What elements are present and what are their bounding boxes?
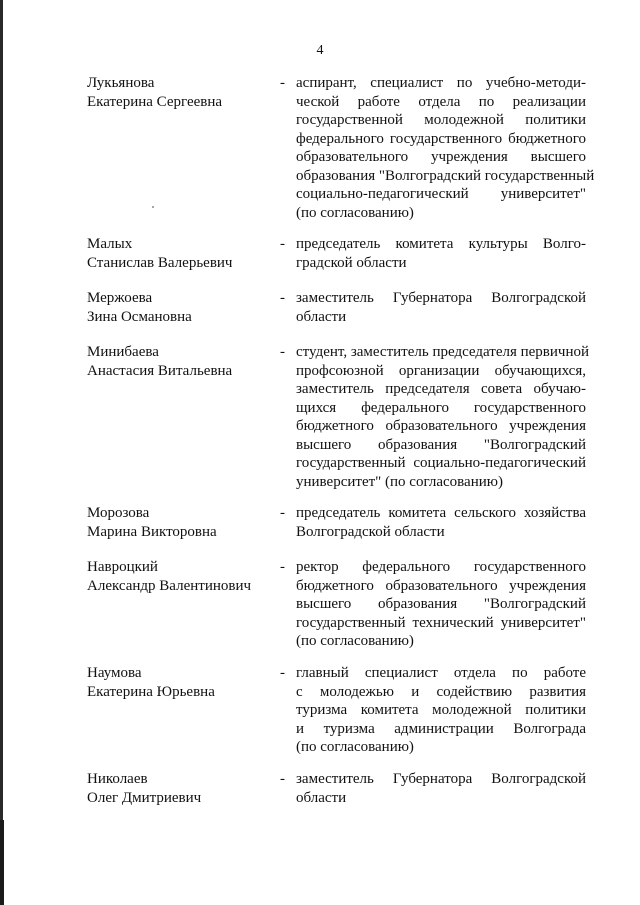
role-line: щихся федерального государственного — [296, 399, 586, 416]
role-line: государственный социально-педагогический — [296, 455, 586, 471]
given-names: Зина Османовна — [87, 308, 192, 325]
role-line: образовательного учреждения высшего — [296, 149, 586, 165]
list-item — [0, 558, 640, 653]
person-name — [87, 74, 277, 111]
position-description — [296, 235, 586, 272]
role-line: туризма комитета молодежной политики — [296, 702, 586, 718]
role-line: бюджетного образовательного учреждения — [296, 577, 586, 594]
position-description — [296, 289, 586, 326]
role-line: (по согласованию) — [296, 633, 414, 649]
position-description — [296, 770, 586, 807]
role-line: заместитель Губернатора Волгоградской — [296, 290, 586, 306]
position-description — [296, 343, 590, 491]
person-name — [87, 235, 277, 272]
role-line: заместитель Губернатора Волгоградской — [296, 771, 586, 787]
role-line: области — [296, 308, 347, 325]
given-names: Александр Валентинович — [87, 577, 252, 594]
list-item — [0, 504, 640, 544]
page-number: 4 — [316, 43, 324, 58]
given-names: Екатерина Сергеевна — [87, 93, 223, 110]
role-line: высшего образования "Волгоградский — [296, 436, 586, 453]
role-line: и туризма администрации Волгограда — [296, 720, 586, 737]
person-name — [87, 664, 277, 701]
role-line: области — [296, 789, 347, 806]
role-line: заместитель председателя совета обучаю- — [296, 381, 586, 397]
position-description — [296, 74, 595, 222]
surname: Николаев — [87, 771, 148, 787]
role-line: образования "Волгоградский государственный — [296, 167, 595, 184]
scan-left-edge-dark — [0, 820, 4, 905]
surname: Малых — [87, 236, 133, 252]
given-names: Станислав Валерьевич — [87, 254, 233, 271]
given-names: Екатерина Юрьевна — [87, 683, 215, 700]
separator-dash: - — [280, 344, 285, 360]
role-line: председатель комитета культуры Волго- — [296, 236, 586, 252]
list-item — [0, 289, 640, 329]
role-line: государственной молодежной политики — [296, 112, 586, 128]
separator-dash: - — [280, 75, 285, 91]
role-line: социально-педагогический университет" — [296, 186, 586, 202]
role-line: высшего образования "Волгоградский — [296, 596, 586, 612]
separator-dash: - — [280, 771, 285, 787]
surname: Наумова — [87, 665, 142, 681]
surname: Минибаева — [87, 344, 159, 360]
role-line: градской области — [296, 254, 407, 271]
list-item — [0, 74, 640, 224]
role-line: ректор федерального государственного — [296, 559, 586, 575]
separator-dash: - — [280, 505, 285, 521]
person-name — [87, 504, 277, 541]
role-line: бюджетного образовательного учреждения — [296, 418, 586, 434]
person-name — [87, 289, 277, 326]
role-line: ческой работе отдела по реализации — [296, 93, 586, 110]
role-line: главный специалист отдела по работе — [296, 665, 586, 681]
person-name — [87, 770, 277, 807]
list-item — [0, 770, 640, 810]
surname: Навроцкий — [87, 559, 158, 575]
position-description — [296, 664, 586, 757]
separator-dash: - — [280, 290, 285, 306]
separator-dash: - — [280, 665, 285, 681]
role-line: студент, заместитель председателя первичной — [296, 344, 590, 360]
role-line: университет" (по согласованию) — [296, 473, 503, 490]
given-names: Анастасия Витальевна — [87, 362, 233, 379]
person-name — [87, 558, 277, 595]
surname: Лукьянова — [87, 75, 155, 91]
given-names: Олег Дмитриевич — [87, 789, 202, 806]
role-line: (по согласованию) — [296, 739, 414, 755]
list-item — [0, 235, 640, 275]
position-description — [296, 504, 586, 541]
position-description — [296, 558, 586, 651]
person-name — [87, 343, 277, 380]
role-line: с молодежью и содействию развития — [296, 683, 586, 700]
role-line: Волгоградской области — [296, 523, 445, 540]
list-item — [0, 343, 640, 493]
list-item — [0, 664, 640, 759]
role-line: федерального государственного бюджетного — [296, 130, 586, 147]
separator-dash: - — [280, 236, 285, 252]
surname: Мержоева — [87, 290, 153, 306]
given-names: Марина Викторовна — [87, 523, 217, 540]
role-line: профсоюзной организации обучающихся, — [296, 362, 586, 379]
role-line: аспирант, специалист по учебно-методи- — [296, 75, 586, 91]
separator-dash: - — [280, 559, 285, 575]
surname: Морозова — [87, 505, 150, 521]
role-line: государственный технический университет" — [296, 614, 586, 631]
role-line: председатель комитета сельского хозяйства — [296, 505, 586, 521]
role-line: (по согласованию) — [296, 204, 414, 221]
